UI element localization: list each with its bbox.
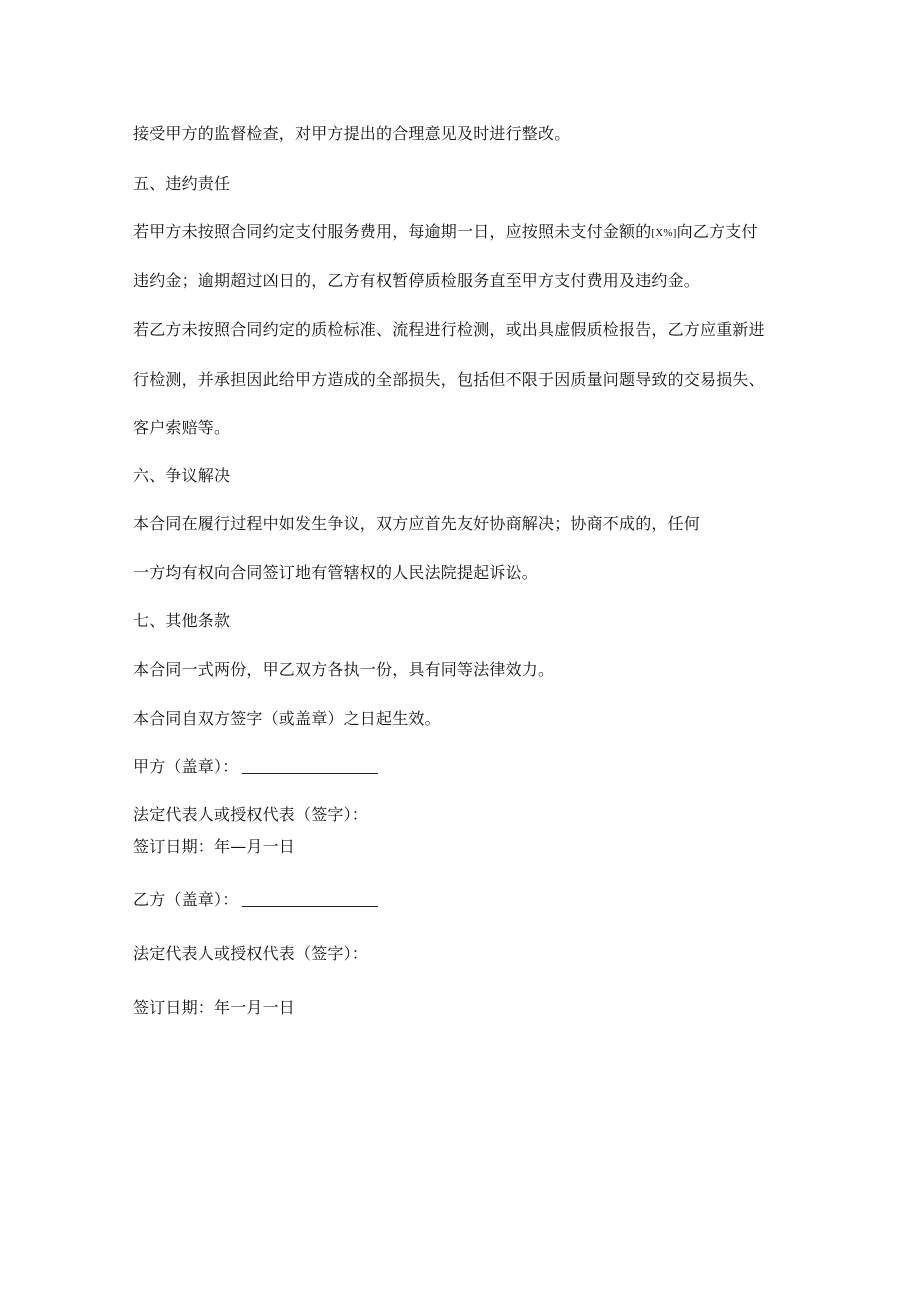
paragraph-breach-party-b-line-1: 若乙方未按照合同约定的质检标准、流程进行检测，或出具虚假质检报告，乙方应重新进: [133, 320, 765, 339]
section-heading-dispute: 六、争议解决: [133, 466, 231, 485]
section-heading-other-terms: 七、其他条款: [133, 611, 231, 630]
party-b-representative-label: 法定代表人或授权代表（签字）：: [133, 944, 369, 963]
paragraph-breach-party-b-line-2: 行检测，并承担因此给甲方造成的全部损失，包括但不限于因质量问题导致的交易损失、: [133, 370, 765, 389]
party-a-seal-blank[interactable]: [242, 759, 378, 774]
party-a-representative-label: 法定代表人或授权代表（签字）：: [133, 805, 369, 824]
paragraph-dispute-line-2: 一方均有权向合同签订地有管辖权的人民法院提起诉讼。: [133, 563, 539, 582]
text-segment: 若甲方未按照合同约定支付服务费用，每逾期一日，应按照未支付金额的: [133, 222, 652, 241]
party-b-seal-blank[interactable]: [242, 892, 378, 907]
paragraph-breach-party-a-line-2: 违约金；逾期超过凶日的，乙方有权暂停质检服务直至甲方支付费用及违约金。: [133, 271, 701, 290]
party-a-seal-row: [133, 756, 378, 778]
section-heading-breach: 五、违约责任: [133, 174, 231, 193]
paragraph-dispute-line-1: 本合同在履行过程中如发生争议，双方应首先友好协商解决；协商不成的，任何: [133, 514, 701, 533]
party-a-seal-label: 甲方（盖章）：: [133, 757, 239, 776]
party-b-seal-row: [133, 889, 378, 911]
paragraph-breach-party-b-line-3: 客户索赔等。: [133, 418, 231, 437]
paragraph-effective: 本合同自双方签字（或盖章）之日起生效。: [133, 709, 441, 728]
text-segment: 向乙方支付: [676, 222, 758, 241]
paragraph-breach-party-a-line-1: [133, 221, 758, 244]
party-b-seal-label: 乙方（盖章）：: [133, 890, 239, 909]
paragraph-copies: 本合同一式两份，甲乙双方各执一份，具有同等法律效力。: [133, 660, 555, 679]
party-b-signing-date: 签订日期：年一月一日: [133, 998, 296, 1017]
paragraph-inspection-end: 接受甲方的监督检查，对甲方提出的合理意见及时进行整改。: [133, 124, 571, 143]
percentage-placeholder: [X%]: [651, 227, 677, 239]
party-a-signing-date: 签订日期：年—月一日: [133, 837, 296, 856]
